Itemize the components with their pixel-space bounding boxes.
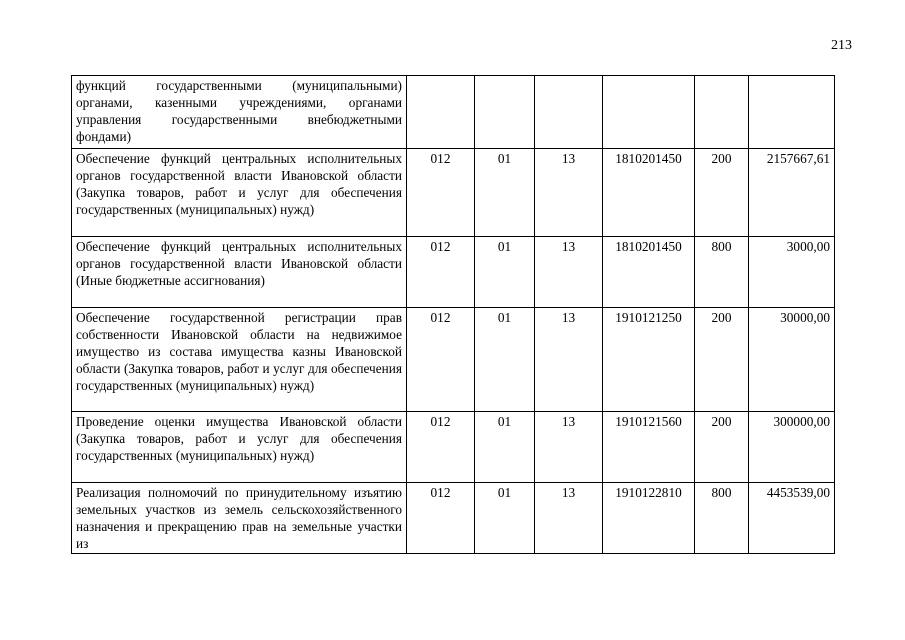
ministry-code: 012 [407,483,475,554]
section-code [475,76,535,149]
expense-type-code: 200 [695,412,749,483]
budget-table [71,75,835,554]
row-description: Обеспечение функций центральных исполнительных органов государственной власти Ивановской области (Закупка товаров, работ и услуг для обеспечения государственных (муниципальных) нужд) [72,149,407,237]
amount: 30000,00 [749,308,835,412]
expense-type-code: 800 [695,237,749,308]
section-code: 01 [475,308,535,412]
target-article-code [603,76,695,149]
row-description: Обеспечение государственной регистрации прав собственности Ивановской области на недвижимое имущество из состава имущества казны Ивановской области (Закупка товаров, работ и услуг для обеспечения государственных (муниципальных) нужд) [72,308,407,412]
table-row [72,483,835,554]
target-article-code: 1910121250 [603,308,695,412]
expense-type-code: 800 [695,483,749,554]
expense-type-code: 200 [695,308,749,412]
row-description: функций государственными (муниципальными) органами, казенными учреждениями, органами управления государственными внебюджетными фондами) [72,76,407,149]
amount: 4453539,00 [749,483,835,554]
table-row [72,237,835,308]
section-code: 01 [475,149,535,237]
subsection-code: 13 [535,308,603,412]
amount: 300000,00 [749,412,835,483]
subsection-code: 13 [535,483,603,554]
ministry-code [407,76,475,149]
table-row [72,76,835,149]
table-row [72,412,835,483]
row-description: Проведение оценки имущества Ивановской области (Закупка товаров, работ и услуг для обеспечения государственных (муниципальных) нужд) [72,412,407,483]
page-number: 213 [831,38,852,53]
expense-type-code: 200 [695,149,749,237]
expense-type-code [695,76,749,149]
amount: 2157667,61 [749,149,835,237]
subsection-code: 13 [535,412,603,483]
table-row [72,149,835,237]
row-description: Реализация полномочий по принудительному изъятию земельных участков из земель сельскохозяйственного назначения и прекращению прав на земельные участки из [72,483,407,554]
amount: 3000,00 [749,237,835,308]
target-article-code: 1810201450 [603,149,695,237]
target-article-code: 1910122810 [603,483,695,554]
ministry-code: 012 [407,149,475,237]
section-code: 01 [475,483,535,554]
section-code: 01 [475,237,535,308]
ministry-code: 012 [407,308,475,412]
table-row [72,308,835,412]
amount [749,76,835,149]
section-code: 01 [475,412,535,483]
row-description: Обеспечение функций центральных исполнительных органов государственной власти Ивановской области (Иные бюджетные ассигнования) [72,237,407,308]
ministry-code: 012 [407,412,475,483]
subsection-code [535,76,603,149]
target-article-code: 1810201450 [603,237,695,308]
target-article-code: 1910121560 [603,412,695,483]
subsection-code: 13 [535,149,603,237]
ministry-code: 012 [407,237,475,308]
subsection-code: 13 [535,237,603,308]
